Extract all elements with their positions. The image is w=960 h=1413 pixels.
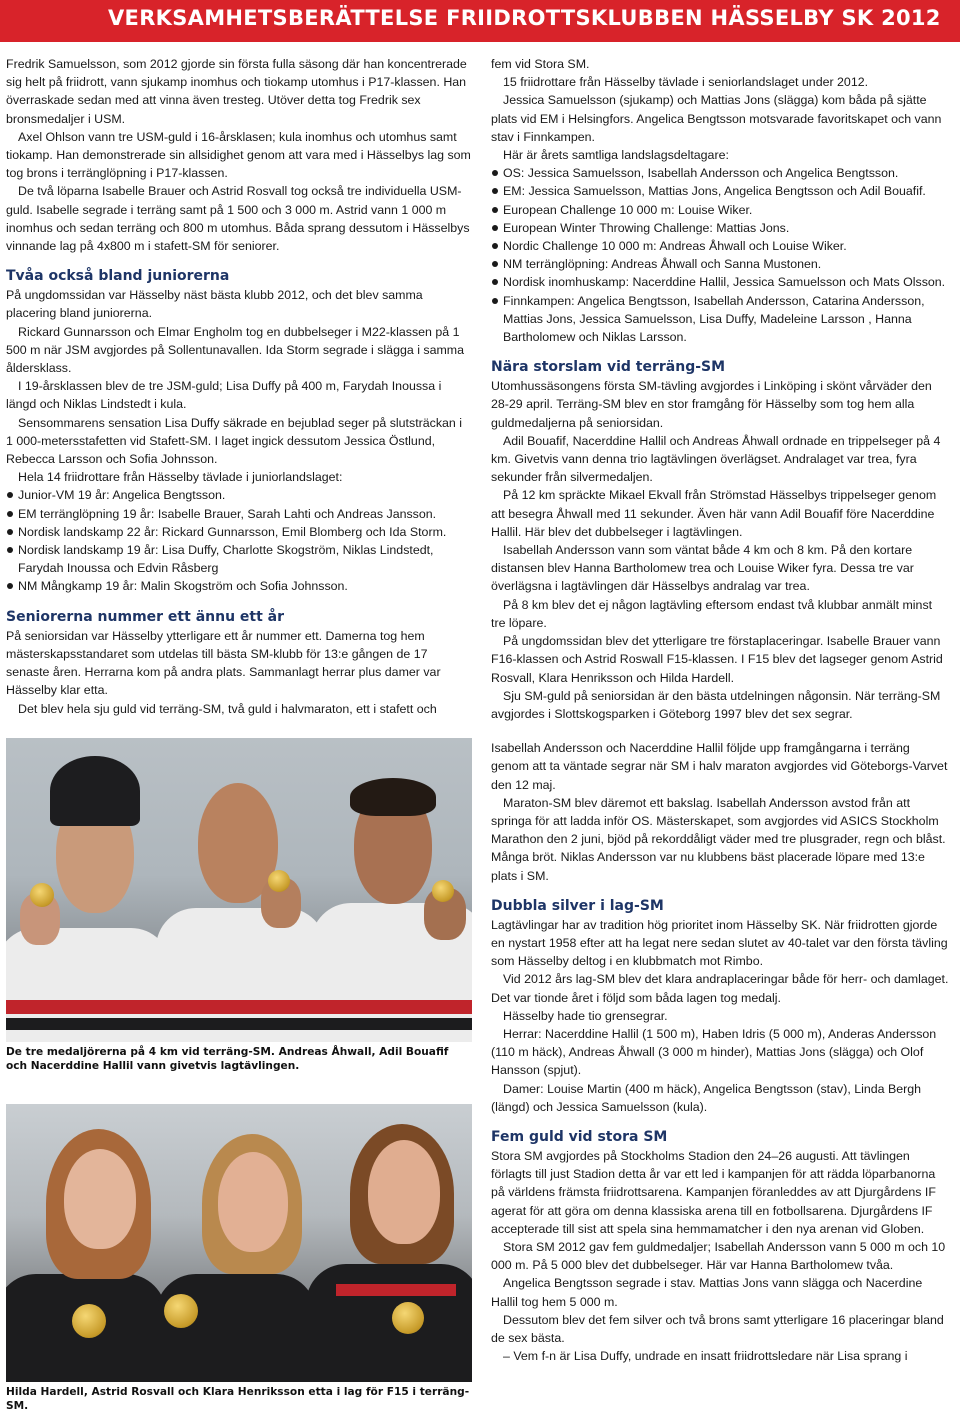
paragraph: Dessutom blev det fem silver och två brons samt ytterligare 16 placeringar bland de sex bästa. bbox=[491, 1312, 944, 1345]
paragraph: På 8 km blev det ej någon lagtävling eftersom endast två klubbar anmält minst tre löpare. bbox=[491, 597, 933, 630]
medal bbox=[164, 1294, 198, 1328]
paragraph: Adil Bouafif, Nacerddine Hallil och Andreas Åhwall ordnade en trippelseger på 4 km. Givetvis vann denna trio lagtävlingen överlägset. Andralaget var trea, fyra sekunder från silvermedaljen. bbox=[491, 433, 941, 485]
list-item: NM Mångkamp 19 år: Malin Skogström och Sofia Johnsson. bbox=[6, 577, 472, 595]
bullet-icon bbox=[492, 279, 498, 285]
paragraph: Herrar: Nacerddine Hallil (1 500 m), Haben Idris (5 000 m), Anderas Andersson (110 m häck), Andreas Åhwall (3 000 m hinder), Mattias Jons (slägga) och Olof Hansson (spjut). bbox=[491, 1026, 937, 1078]
medal bbox=[432, 880, 454, 902]
list-item: Finnkampen: Angelica Bengtsson, Isabellah Andersson, Catarina Andersson, Mattias Jons, Jessica Samuelsson, Lisa Duffy, Madeleine Larsson , Hanna Bartholomew och Niklas Larsson. bbox=[491, 292, 949, 347]
list-item: Nordic Challenge 10 000 m: Andreas Åhwall och Louise Wiker. bbox=[491, 237, 949, 255]
section-heading-stora-sm: Fem guld vid stora SM bbox=[491, 1128, 668, 1145]
list-item: EM: Jessica Samuelsson, Mattias Jons, Angelica Bengtsson och Adil Bouafif. bbox=[491, 182, 949, 200]
bullet-icon bbox=[492, 170, 498, 176]
section-heading-seniors: Seniorerna nummer ett ännu ett år bbox=[6, 608, 285, 625]
jacket-stripe bbox=[336, 1284, 456, 1296]
paragraph: Sju SM-guld på seniorsidan är den bästa utdelningen någonsin. När terräng-SM avgjordes i Slottskogsparken i Göteborg 1997 blev det sex segrar. bbox=[491, 688, 941, 721]
paragraph: Sensommarens sensation Lisa Duffy säkrade en bejublad seger på slutsträckan i 1 000-metersstafetten vid Stafett-SM. I laget ingick dessutom Jessica Östlund, Rebecca Larsson och Sofia Johnsson. bbox=[6, 415, 463, 467]
head bbox=[64, 1149, 136, 1249]
bullet-icon bbox=[7, 492, 13, 498]
paragraph: På 12 km spräckte Mikael Ekvall från Strömstad Hässelbys trippelseger genom att besegra Åhwall med 11 sekunder. Även här vann Adil Bouafif före Nacerddine Hallil. Här blev det dubbelseger i lagtävlingen. bbox=[491, 488, 937, 539]
paragraph: På ungdomssidan var Hässelby näst bästa klubb 2012, och det blev samma placering bland juniorerna. bbox=[6, 288, 423, 321]
paragraph: Maraton-SM blev däremot ett bakslag. Isabellah Andersson avstod från att springa för att ladda inför OS. Mästerskapet, som avgjordes vid ASICS Stockholm Marathon den 2 juni, bjöd på rekorddåligt väder med tre plusgrader, regn och blåst. Många bröt. Niklas Andersson var nu klubbens bäst placerade löpare med 13:e plats i SM. bbox=[491, 795, 946, 883]
list-item: European Winter Throwing Challenge: Mattias Jons. bbox=[491, 219, 949, 237]
paragraph: Det blev hela sju guld vid terräng-SM, två guld i halvmaraton, ett i stafett och bbox=[18, 701, 437, 716]
paragraph: Axel Ohlson vann tre USM-guld i 16-årsklasen; kula inomhus och utomhus samt tiokamp. Han demonstrerade sin allsidighet genom att vara med i Hässelbys lag som tog brons i terränglöpning i P17-klassen. bbox=[6, 129, 471, 181]
bullet-icon bbox=[492, 188, 498, 194]
list-item: Nordisk landskamp 19 år: Lisa Duffy, Charlotte Skogström, Niklas Lindstedt, Farydah Inoussa och Edvin Råsberg bbox=[6, 541, 472, 577]
bullet-icon bbox=[492, 207, 498, 213]
paragraph: Vid 2012 års lag-SM blev det klara andraplaceringar både för herr- och damlaget. Det var tionde året i följd som båda lagen tog medalj. bbox=[491, 972, 949, 1005]
medal bbox=[268, 870, 290, 892]
bullet-icon bbox=[492, 225, 498, 231]
paragraph: Hela 14 friidrottare från Hässelby tävlade i juniorlandslaget: bbox=[18, 470, 343, 485]
bullet-icon bbox=[7, 583, 13, 589]
shirt-stripe bbox=[6, 1018, 472, 1030]
head bbox=[368, 1140, 440, 1244]
paragraph: Fredrik Samuelsson, som 2012 gjorde sin första fulla säsong där han koncentrerade sig helt på friidrott, vann sjukamp inomhus och tiokamp utomhus i P17-klassen. Han överraskade sedan med att vinna även tresteg. Utöver detta tog Fredrik sex bronsmedaljer i USM. bbox=[6, 57, 467, 126]
head bbox=[218, 1152, 288, 1252]
list-item: Nordisk landskamp 22 år: Rickard Gunnarsson, Emil Blomberg och Ida Storm. bbox=[6, 523, 472, 541]
list-item: OS: Jessica Samuelsson, Isabellah Andersson och Angelica Bengtsson. bbox=[491, 164, 949, 182]
paragraph: De två löparna Isabelle Brauer och Astrid Rosvall tog också tre individuella USM-guld. Isabelle segrade i terräng samt på 1 500 och 3 000 m. Astrid vann 1 000 m inomhus och sedan terräng och 800 m utomhus. Båda sprang dessutom i Hässelbys vinnande lag på 4x800 m i stafett-SM för seniorer. bbox=[6, 184, 470, 254]
bullet-icon bbox=[492, 298, 498, 304]
photo-caption: De tre medaljörerna på 4 km vid terräng-SM. Andreas Åhwall, Adil Bouafif och Nacerddine Hallil vann givetvis lagtävlingen. bbox=[6, 1046, 449, 1072]
paragraph: Lagtävlingar har av tradition hög prioritet inom Hässelby SK. När friidrotten gjorde en nystart 1958 efter att ha legat nere sedan slutet av 40-talet var den första tävling som Hässelby deltog i en klubbmatch mot Rimbo. bbox=[491, 917, 948, 969]
list-item: Nordisk inomhuskamp: Nacerddine Hallil, Jessica Samuelsson och Mats Olsson. bbox=[491, 273, 949, 291]
section-heading-cross-country: Nära storslam vid terräng-SM bbox=[491, 359, 726, 376]
paragraph: I 19-årsklassen blev de tre JSM-guld; Lisa Duffy på 400 m, Farydah Inoussa i längd och Niklas Lindstedt i kula. bbox=[6, 379, 442, 412]
jacket bbox=[306, 1264, 472, 1382]
paragraph: Stora SM avgjordes på Stockholms Stadion den 24–26 augusti. Att tävlingen förlagts till just Stadion detta år var ett led i kampanjen för att rädda löparbanorna på världens främsta friidrottsarena. Kampanjen föranleddes av att Djurgårdens IF agerat för att göra om denna klassiska arena till en fotbollsarena. Djurgårdens IF accepterade till sist att spela sina hemmamatcher i den nya arenan vid Globen. bbox=[491, 1148, 936, 1236]
paragraph: Damer: Louise Martin (400 m häck), Angelica Bengtsson (stav), Linda Bergh (längd) och Jessica Samuelsson (kula). bbox=[491, 1081, 922, 1114]
photo-medalists-girls bbox=[6, 1104, 472, 1382]
paragraph: Här är årets samtliga landslagsdeltagare: bbox=[503, 148, 729, 163]
bullet-icon bbox=[7, 547, 13, 553]
beanie bbox=[50, 756, 140, 826]
list-item: Junior-VM 19 år: Angelica Bengtsson. bbox=[6, 486, 472, 504]
medal bbox=[30, 883, 54, 907]
bullet-icon bbox=[492, 261, 498, 267]
section-heading-team-sm: Dubbla silver i lag-SM bbox=[491, 897, 664, 914]
paragraph: Rickard Gunnarsson och Elmar Engholm tog en dubbelseger i M22-klassen på 1 500 m när JSM avgjordes på Sollentunavallen. Ida Storm segrade i slägga i samma åldersklass. bbox=[6, 324, 465, 376]
paragraph: På seniorsidan var Hässelby ytterligare ett år nummer ett. Damerna tog hem mästerskapsstandaret som utdelas till bästa SM-klubb för 13:e gången de 17 senaste åren. Herrarna kom på andra plats. Sammanlagt herrar plus damer var Hässelby klar etta. bbox=[6, 628, 441, 698]
list-item: European Challenge 10 000 m: Louise Wiker. bbox=[491, 201, 949, 219]
left-column bbox=[6, 55, 472, 718]
list-item: NM terränglöpning: Andreas Åhwall och Sanna Mustonen. bbox=[491, 255, 949, 273]
hair bbox=[350, 778, 436, 816]
section-heading-juniors: Tvåa också bland juniorerna bbox=[6, 268, 230, 285]
paragraph: Hässelby hade tio grensegrar. bbox=[503, 1008, 668, 1023]
paragraph: – Vem f-n är Lisa Duffy, undrade en insatt friidrottsledare när Lisa sprang i bbox=[503, 1349, 908, 1364]
jacket bbox=[156, 1274, 316, 1382]
shirt-stripe bbox=[6, 1000, 472, 1014]
page-title: VERKSAMHETSBERÄTTELSE FRIIDROTTSKLUBBEN HÄSSELBY SK 2012 bbox=[108, 6, 941, 30]
paragraph: Angelica Bengtsson segrade i stav. Mattias Jons vann slägga och Nacerdine Hallil tog hem 5 000 m. bbox=[491, 1276, 923, 1309]
paragraph: Utomhussäsongens första SM-tävling avgjordes i Linköping i skönt vårväder den 28-29 april. Terräng-SM blev en stor framgång för Hässelby som tog hem alla guldmedaljerna på seniorsidan. bbox=[491, 379, 932, 430]
spacer bbox=[491, 723, 949, 739]
paragraph: Stora SM 2012 gav fem guldmedaljer; Isabellah Andersson vann 5 000 m och 10 000 m. På 5 000 blev det dubbelseger. Här var Hanna Bartholomew tvåa. bbox=[491, 1239, 946, 1273]
paragraph: Isabellah Andersson vann som väntat både 4 km och 8 km. På den kortare distansen blev Hanna Bartholomew trea och Louise Wiker fyra. Dessa tre var överlägsna i lagtävlingen där Hässelbys andralag var trea. bbox=[491, 543, 914, 594]
bullet-icon bbox=[7, 529, 13, 535]
medal bbox=[72, 1304, 106, 1338]
right-column bbox=[491, 55, 949, 1365]
bullet-icon bbox=[492, 243, 498, 249]
photo-caption: Hilda Hardell, Astrid Rosvall och Klara Henriksson etta i lag för F15 i terräng-SM. bbox=[6, 1386, 470, 1412]
national-team-list bbox=[491, 164, 949, 346]
paragraph: Isabellah Andersson och Nacerddine Hallil följde upp framgångarna i terräng genom att ta väntade segrar när SM i halv maraton avgjordes vid Göteborgs-Varvet den 12 maj. bbox=[491, 741, 948, 792]
paragraph: Jessica Samuelsson (sjukamp) och Mattias Jons (slägga) kom båda på sjätte plats vid EM i Helsingfors. Angelica Bengtsson motsvarade favoritskapet och vann stav i Finnkampen. bbox=[491, 93, 942, 144]
junior-team-list bbox=[6, 486, 472, 595]
paragraph: fem vid Stora SM. bbox=[491, 57, 590, 71]
paragraph: 15 friidrottare från Hässelby tävlade i seniorlandslaget under 2012. bbox=[503, 75, 869, 90]
header-banner bbox=[0, 0, 960, 42]
bullet-icon bbox=[7, 511, 13, 517]
paragraph: På ungdomssidan blev det ytterligare tre förstaplaceringar. Isabelle Brauer vann F16-klassen och Astrid Roswall F15-klassen. I F15 blev det lagseger genom Astrid Rosvall, Klara Henriksson och Hilda Hardell. bbox=[491, 634, 943, 685]
list-item: EM terränglöpning 19 år: Isabelle Brauer, Sarah Lahti och Andreas Jansson. bbox=[6, 505, 472, 523]
photo-medalists-men bbox=[6, 738, 472, 1042]
medal bbox=[392, 1302, 424, 1334]
